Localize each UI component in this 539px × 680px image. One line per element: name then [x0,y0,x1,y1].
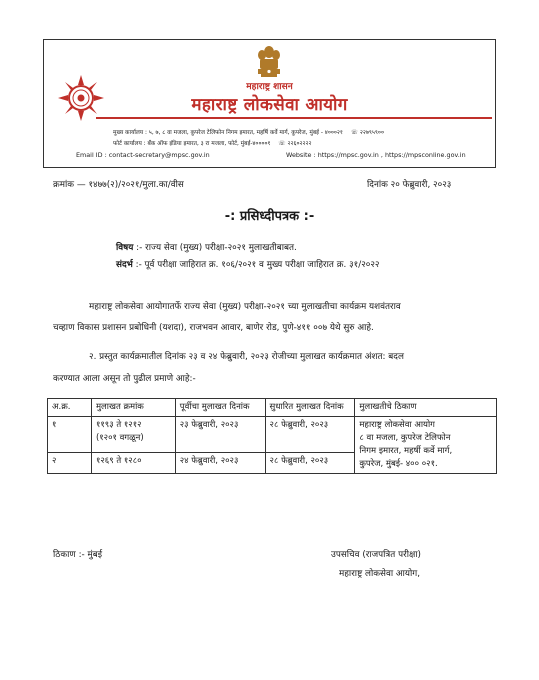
fort-office-phone: २२६०२२२२ [287,141,312,147]
paragraph-2-line-2: करण्यात आला असून तो पुढील प्रमाणे आहे:- [53,374,196,384]
row-interview-range: ११९३ ते १२१२ [95,420,142,430]
signatory-organisation: महाराष्ट्र लोकसेवा आयोग, [339,569,421,579]
row-new-date: २८ फेब्रुवारी, २०२३ [265,417,355,453]
email-line: Email ID : contact-secretary@mpsc.gov.in [76,151,210,159]
fort-office-address [113,139,312,147]
row-old-date: २४ फेब्रुवारी, २०२३ [175,453,265,474]
venue-line: कुपरेज, मुंबई- ४०० ०२१. [359,459,438,469]
signatory-designation: उपसचिव (राजपत्रित परीक्षा) [331,550,421,560]
venue-line: ८ वा मजला, कुपरेज टेलिफोन [359,433,451,443]
paragraph-1-line-2: चव्हाण विकास प्रशासन प्रबोधिनी (यशदा), राजभवन आवार, बाणेर रोड, पुणे-४११ ००७ येथे सुरु आहे. [53,323,374,333]
fort-office-text: फोर्ट कार्यालय : बँक ऑफ इंडिया इमारत, ३ रा मजला, फोर्ट, मुंबई-४००००१ [113,141,271,147]
reference-text: :- पूर्व परीक्षा जाहिरात क्र. १०६/२०२१ व मुख्य परीक्षा जाहिरात क्र. ३१/२०२२ [132,260,380,270]
header-interview-number: मुलाखत क्रमांक [91,399,175,417]
row-sr: २ [48,453,92,474]
schedule-table [47,398,497,474]
row-interview-numbers [91,453,175,474]
reference-date: दिनांक २० फेब्रुवारी, २०२३ [367,180,452,190]
main-office-text: मुख्य कार्यालय : ५, ७, ८ वा मजला, कुपरेज टेलिफोन निगम इमारत, महर्षि कर्वे मार्ग, कुपरेज, मुंबई - ४०००२१ [113,130,343,136]
national-emblem-icon [253,44,285,80]
header-new-date: सुधारित मुलाखत दिनांक [265,399,355,417]
row-new-date: २८ फेब्रुवारी, २०२३ [265,453,355,474]
government-name: महाराष्ट्र शासन [246,82,293,92]
subject-line [116,241,297,253]
place-line: ठिकाण :- मुंबई [53,550,103,560]
phone-icon: ☏ [278,141,286,147]
reference-number: क्रमांक — १४७७(२)/२०२१/मुला.का/वीस [53,180,184,190]
main-office-address [113,128,384,136]
reference-line [116,258,380,270]
venue-line: निगम इमारत, महर्षी कर्वे मार्ग, [359,446,453,456]
website-line: Website : https://mpsc.gov.in , https://mpsconline.gov.in [286,151,466,159]
row-interview-numbers [91,417,175,453]
commission-name: महाराष्ट्र लोकसेवा आयोग [191,95,348,115]
row-interview-note: (१२०१ वगळून) [95,433,144,443]
venue-line: महाराष्ट्र लोकसेवा आयोग [359,420,435,430]
subject-label: विषय [116,243,134,253]
paragraph-2-line-1: २. प्रस्तुत कार्यक्रमातील दिनांक २३ व २४ फेब्रुवारी, २०२३ रोजीच्या मुलाखत कार्यक्रमात अंशत: बदल [89,352,404,362]
header-sr: अ.क्र. [48,399,92,417]
reference-label: संदर्भ [116,260,133,270]
row-sr: १ [48,417,92,453]
header-venue: मुलाखतीचे ठिकाण [355,399,497,417]
phone-icon: ☏ [350,130,358,136]
table-row [48,417,497,453]
subject-text: :- राज्य सेवा (मुख्य) परीक्षा-२०२१ मुलाखतीबाबत. [133,243,297,253]
letterhead-divider [96,117,492,119]
header-old-date: पूर्वीचा मुलाखत दिनांक [175,399,265,417]
table-header-row [48,399,497,417]
row-old-date: २३ फेब्रुवारी, २०२३ [175,417,265,453]
paragraph-1-line-1: महाराष्ट्र लोकसेवा आयोगातर्फे राज्य सेवा (मुख्य) परीक्षा-२०२१ च्या मुलाखतीचा कार्यक्रम यशवंतराव [89,302,401,312]
venue-cell [355,417,497,474]
main-office-phone: २२७९५९०० [359,130,384,136]
row-interview-range: १२६९ ते १२८० [95,456,142,467]
page-title: -: प्रसिध्दीपत्रक :- [224,209,315,224]
